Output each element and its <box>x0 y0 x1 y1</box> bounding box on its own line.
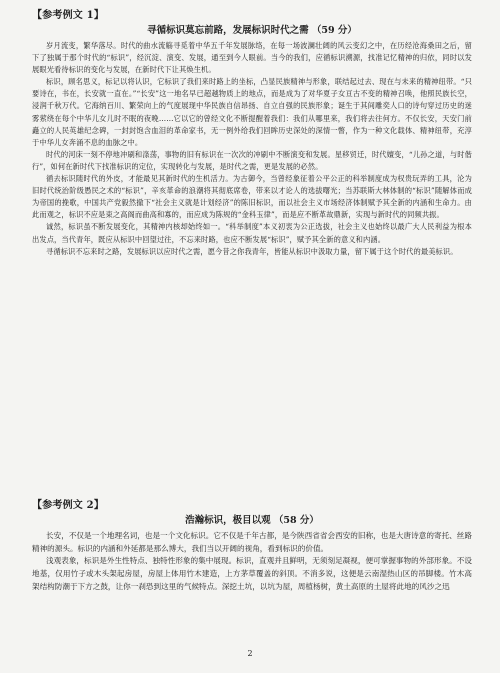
section1-paragraph: 时代的河床一刻不停地冲刷和涤荡，事物的旧有标识在一次次的冲刷中不断演变和发展。星移贸迁，时代嬗变，“儿孙之道，与时偕行”，如何在新时代下找准标识的定位，实现转化与发展，是时代之需，更是发展的必然。 <box>32 149 472 171</box>
section2 <box>32 512 472 594</box>
section2-title-text: 浩瀚标识，极目以观 <box>185 515 271 526</box>
section2-paragraph: 浅观表象，标识是外生性特点、独特性形象的集中展现。标识，直观并且鲜明，无须刻足凝视，便可掌握事物的外部形象。不设地基，仅用竹子或木头架起房屋，房屋上体用竹木建造，上方茅草覆盖的斜顶。不消多说，这便是云南湿热山区的吊脚楼。竹木高架结构防潮于下方之鼓，让你一刹恐到这里的气候特点。深挖土坑，以坑为屋，周植杨树，黄土高原的土屋将此地的风沙之迅 <box>32 556 472 591</box>
section1 <box>32 22 472 258</box>
section1-score: （59 分） <box>311 25 357 36</box>
section2-title <box>32 512 472 526</box>
section1-body <box>32 40 472 258</box>
section1-label: 【参考例文 1】 <box>32 10 105 21</box>
section2-label: 【参考例文 2】 <box>32 500 105 511</box>
section2-score: （58 分） <box>273 515 319 526</box>
section1-paragraph: 寻循标识不忘来时之路，发展标识以应时代之需，愿今昔之你我青年，皆能从标识中汲取力量，留下属于这个时代的最美标识。 <box>46 246 458 256</box>
section1-paragraph: 循去标识随时代的外皮，才能最见其新时代的生机活力。为古御今，当曾经象征着公平公正的科举制度成为权贵玩弄的工具，沦为旧时代统治阶级愚民之术的“标识”，辛亥革命的浪潮将其彻底席卷，带来以才论人的选拔曙光；当苏联斯大林体制的“标识”随解体而成为帝国的挽歌，中国共产党毅然撤下“社会主义就是计划经济”的陈旧标识，而以社会主义市场经济体制赋予其全新的内涵和生命力。由此而观之，标识不应是束之高阁而曲高和寡的，而应成为陈规的“金科玉律”，而是应不断革故鼎新，实现与新时代的同频共振。 <box>32 174 472 220</box>
section1-title-text: 寻循标识莫忘前路，发展标识时代之需 <box>147 25 309 36</box>
section2-body <box>32 530 472 594</box>
section1-paragraph: 标识，顾名思义，标记以将认识，它标识了我们来时路上的坐标，凸显民族精神与形象，联结起过去、现在与未来的精神纽带。“只要诗在，书在，长安就一直在。”“长安”这一地名早已超越物质上的地点，而是成为了对华夏子女亘古不变的精神召唤，他照民族长空，浸润千秋万代。它海纳百川、繁荣向上的气度展现中华民族自信昂扬、自立自强的民族形象；诞生于其间雕奕人口的诗句穿过历史的迷雾萦绕在每个中华儿女儿时不眠的夜晚……它以它的曾经文化不断提醒着我们：我们从哪里来，我们将去往何方。不仅长安，天安门前矗立的人民英雄纪念碑，一封封饱含血泪的革命家书，无一例外给我们回眸历史深处的深情一瞥，作为一种文化载体、精神纽带，充淳于中华儿女奔涌不息的血脉之中。 <box>32 77 472 147</box>
section2-paragraph: 长安，不仅是一个地理名词，也是一个文化标识。它不仅是千年古都，是今陕西省省会西安的旧称，也是大唐诗意的寄托、丝路精神的源头。标识的内涵和外延都是那么博大，我们当以开阔的视角，看到标识的价值。 <box>32 531 472 553</box>
section1-paragraph: 诚然，标识虽不断发展变化，其精神内核却始终如一。“科举制度”本义初衷为公正选拔，社会主义也始终以最广大人民利益为根本出发点，当代青年，既应从标识中回望过往，不忘来时路，也应不断发展“标识”，赋予其全新的意义和内涵。 <box>32 222 472 244</box>
page-number: 2 <box>247 649 253 658</box>
section1-paragraph: 岁月流变，繁华落尽。时代的曲水流觞寻觅着中华五千年发展脉络，在每一场波澜壮阔的风云变幻之中，在历经沧海桑田之后，留下了独属于那个时代的“标识”，经沉淀、演变、发展，通至到今人眼前。当今的我们，应循标识溯源，找准记忆精神的归依，同时以发展眼光看待标识的变化与发展，在新时代下让其焕生机。 <box>32 41 472 75</box>
section1-title <box>32 22 472 36</box>
